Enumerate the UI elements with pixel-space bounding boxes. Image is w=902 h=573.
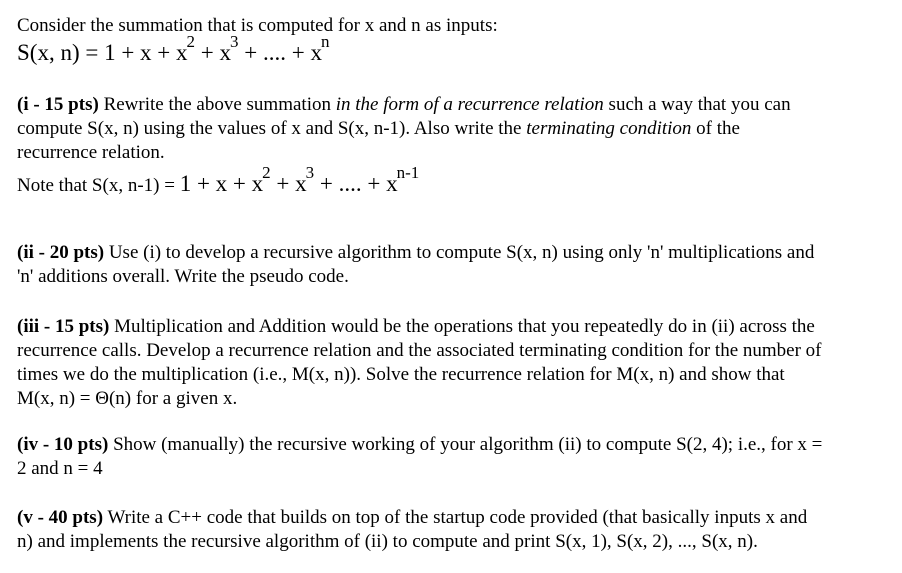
part-i-note-formula-prefix: 1 + x + x (179, 171, 264, 196)
part-iii-line-1 (17, 315, 815, 339)
part-iii-label: (iii - 15 pts) (17, 316, 110, 337)
part-i-line-2-em: terminating condition (526, 118, 692, 139)
part-i-line-1-b: such a way that you can (603, 94, 791, 115)
part-i-note (17, 163, 420, 198)
intro-text: Consider the summation that is computed for x and n as inputs: (17, 15, 498, 36)
intro-formula-mid1: + x (195, 40, 232, 65)
part-iv-line-1 (17, 433, 822, 457)
intro-formula-exp2: 3 (230, 32, 239, 51)
part-i-line-1 (17, 93, 791, 117)
part-i-note-formula (179, 163, 420, 196)
part-i-note-formula-mid1: + x (270, 171, 307, 196)
intro-formula-mid2: + .... + x (238, 40, 322, 65)
part-ii-line-2: 'n' additions overall. Write the pseudo code. (17, 266, 349, 287)
part-iii-line-3: times we do the multiplication (i.e., M(x, n)). Solve the recurrence relation for M(x, n) and show that (17, 364, 785, 385)
intro-formula-exp3: n (320, 32, 330, 51)
part-iv-line-2: 2 and n = 4 (17, 458, 103, 479)
part-i-line-1-a: Rewrite the above summation (98, 94, 336, 115)
part-i-note-formula-exp3: n-1 (396, 163, 420, 182)
part-iii-line-2: recurrence calls. Develop a recurrence relation and the associated terminating condition for the number of (17, 340, 822, 361)
intro-formula-prefix: S(x, n) = 1 + x + x (17, 40, 188, 65)
part-iv-label: (iv - 10 pts) (17, 434, 109, 455)
part-i-label: (i - 15 pts) (17, 94, 99, 115)
part-i-note-formula-mid2: + .... + x (314, 171, 398, 196)
part-i-line-2 (17, 117, 740, 141)
part-v-line-2: n) and implements the recursive algorithm of (ii) to compute and print S(x, 1), S(x, 2), ..., S(x, n). (17, 531, 758, 552)
part-i-line-3: recurrence relation. (17, 142, 165, 163)
part-iii-line-4: M(x, n) = Θ(n) for a given x. (17, 388, 238, 409)
intro-formula-exp1: 2 (186, 32, 196, 51)
part-i-line-2-b: of the (691, 118, 740, 139)
part-ii-line-1-text: Use (i) to develop a recursive algorithm to compute S(x, n) using only 'n' multiplications and (104, 242, 815, 263)
part-v-line-1-text: Write a C++ code that builds on top of the startup code provided (that basically inputs x and (103, 507, 808, 528)
part-v-label: (v - 40 pts) (17, 507, 104, 528)
intro-formula (17, 32, 330, 67)
part-i-line-1-em: in the form of a recurrence relation (335, 94, 604, 115)
part-i-line-2-a: compute S(x, n) using the values of x and S(x, n-1). Also write the (17, 118, 527, 139)
part-i-note-formula-exp2: 3 (305, 163, 315, 182)
part-i-note-prefix: Note that S(x, n-1) = (17, 175, 180, 196)
part-iii-line-1-text: Multiplication and Addition would be the operations that you repeatedly do in (ii) across the (109, 316, 815, 337)
part-v-line-1 (17, 506, 807, 530)
part-ii-label: (ii - 20 pts) (17, 242, 105, 263)
part-i-note-formula-exp1: 2 (262, 163, 271, 182)
part-iv-line-1-text: Show (manually) the recursive working of your algorithm (ii) to compute S(2, 4); i.e., for x = (108, 434, 823, 455)
part-ii-line-1 (17, 241, 814, 265)
